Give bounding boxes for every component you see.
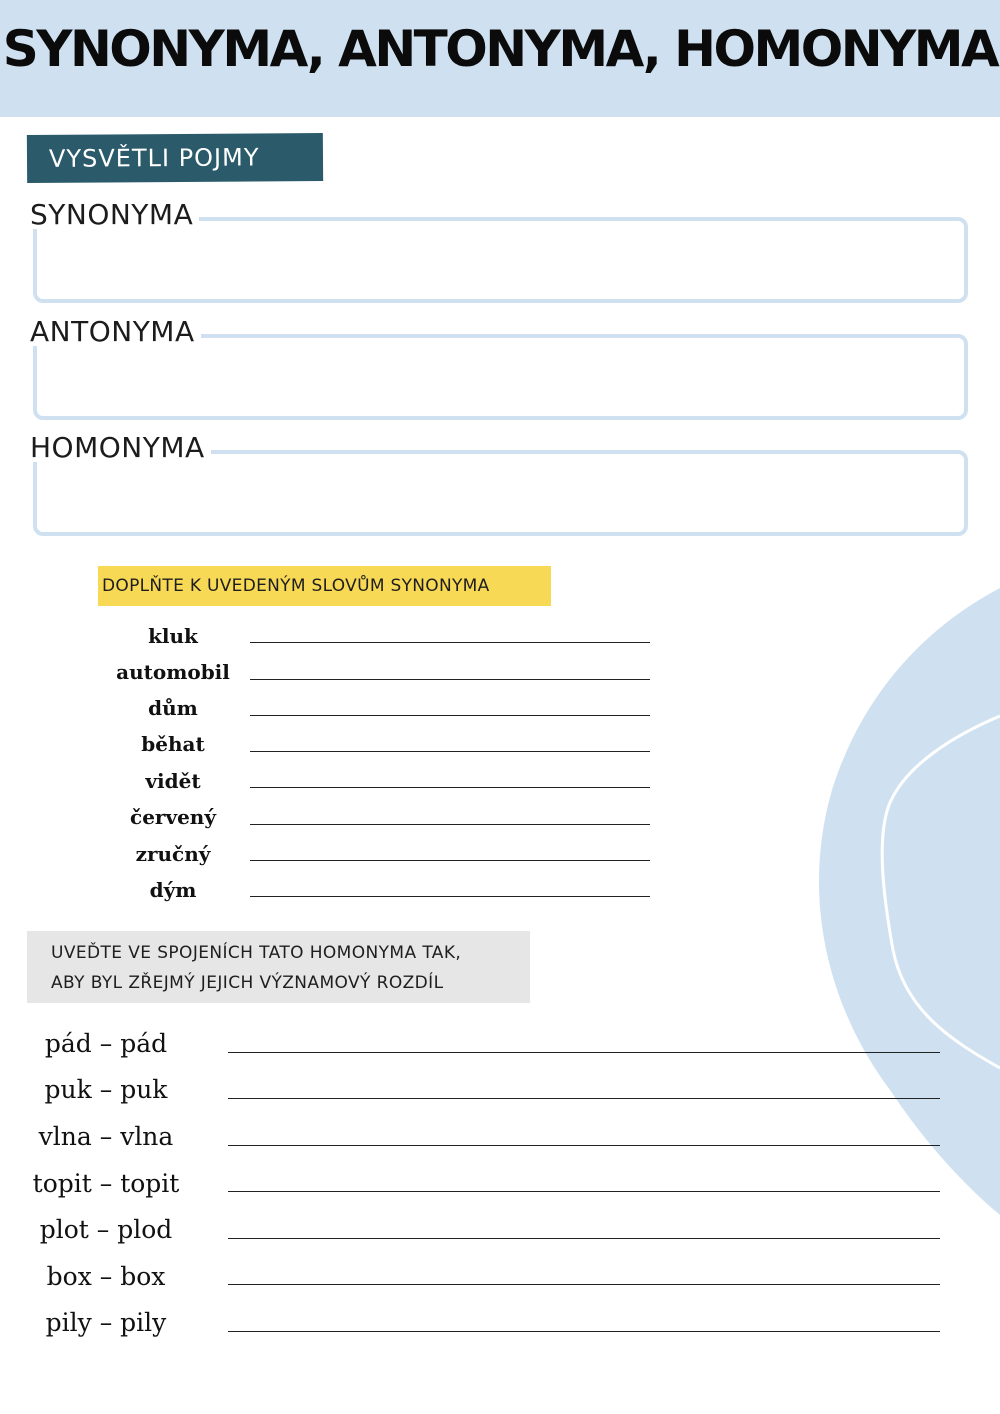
synonym-word: běhat [141, 732, 205, 756]
term-label-homonyma: HOMONYMA [30, 434, 211, 462]
synonym-word: červený [130, 805, 216, 829]
synonym-word: kluk [148, 624, 198, 648]
homonym-answer-line[interactable] [228, 1145, 940, 1146]
synonym-answer-line[interactable] [250, 679, 650, 680]
synonym-word: automobil [116, 660, 230, 684]
page-title: SYNONYMA, ANTONYMA, HOMONYMA [2, 20, 998, 78]
synonym-task-banner: DOPLŇTE K UVEDENÝM SLOVŮM SYNONYMA [98, 566, 551, 606]
homonym-pair: pily – pily [45, 1308, 167, 1337]
homonym-pair: vlna – vlna [38, 1122, 174, 1151]
synonym-word: zručný [135, 842, 211, 866]
term-label-antonyma: ANTONYMA [30, 318, 201, 346]
homonym-answer-line[interactable] [228, 1098, 940, 1099]
homonym-answer-line[interactable] [228, 1238, 940, 1239]
synonym-answer-line[interactable] [250, 642, 650, 643]
homonym-pair: plot – plod [39, 1215, 173, 1244]
homonym-answer-line[interactable] [228, 1191, 940, 1192]
homonym-answer-line[interactable] [228, 1284, 940, 1285]
synonym-word: vidět [145, 769, 201, 793]
synonym-word: dým [149, 878, 197, 902]
homonym-banner-line1: UVEĎTE VE SPOJENÍCH TATO HOMONYMA TAK, [51, 943, 462, 963]
synonym-answer-line[interactable] [250, 824, 650, 825]
homonym-pair: topit – topit [32, 1169, 180, 1198]
homonym-pair: pád – pád [44, 1029, 168, 1058]
homonym-answer-line[interactable] [228, 1052, 940, 1053]
homonym-banner-line2: ABY BYL ZŘEJMÝ JEJICH VÝZNAMOVÝ ROZDÍL [51, 973, 444, 993]
homonym-pair: box – box [46, 1262, 166, 1291]
synonym-answer-line[interactable] [250, 860, 650, 861]
synonym-word: dům [148, 696, 198, 720]
synonym-answer-line[interactable] [250, 787, 650, 788]
homonym-task-banner [27, 931, 530, 1003]
homonym-answer-line[interactable] [228, 1331, 940, 1332]
explain-terms-banner: VYSVĚTLI POJMY [27, 133, 323, 183]
synonym-answer-line[interactable] [250, 751, 650, 752]
synonym-answer-line[interactable] [250, 715, 650, 716]
homonym-pair: puk – puk [44, 1075, 168, 1104]
synonym-answer-line[interactable] [250, 896, 650, 897]
term-label-synonyma: SYNONYMA [30, 201, 199, 229]
